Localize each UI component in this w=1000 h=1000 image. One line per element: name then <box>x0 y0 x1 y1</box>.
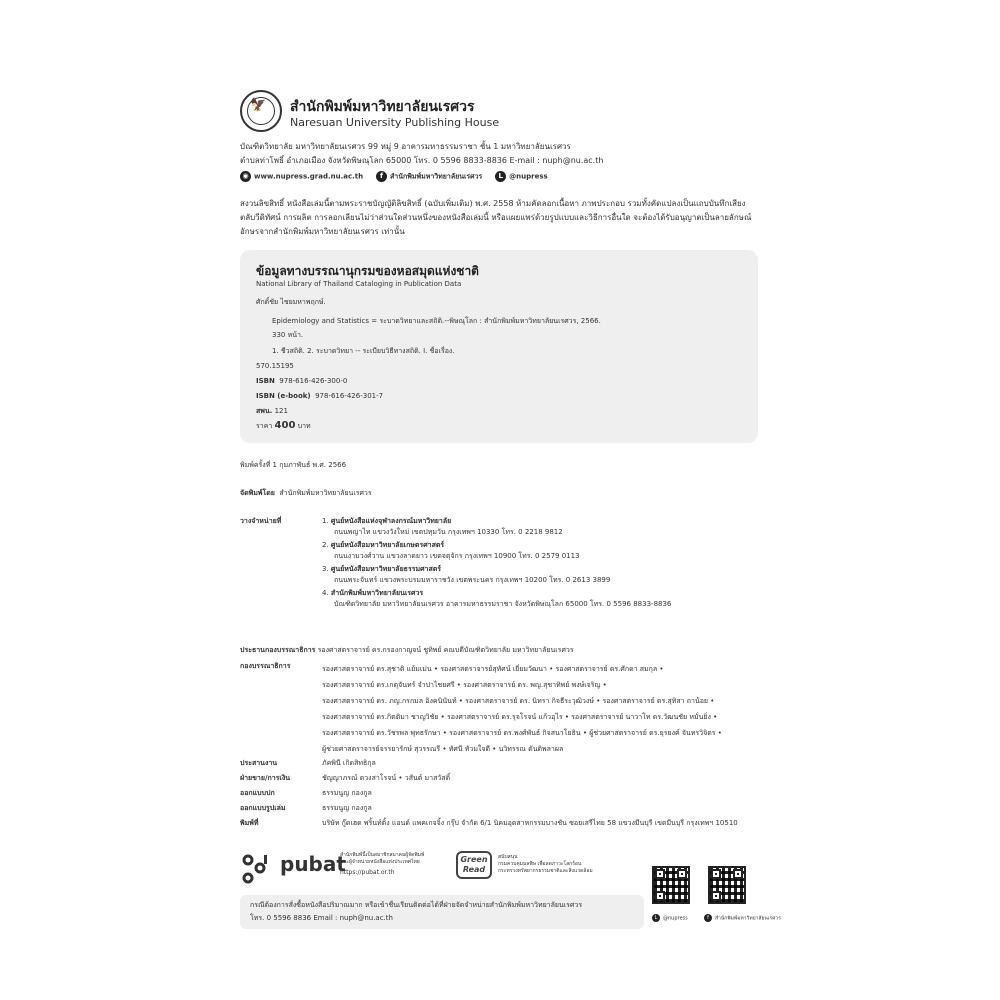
cip-isbn: ISBN 978-616-426-300-0 <box>256 377 348 385</box>
qr-code-line[interactable] <box>652 866 690 904</box>
copyright-line-3: อักษรจากสำนักพิมพ์มหาวิทยาลัยนเรศวร เท่านั้น <box>240 227 405 236</box>
coord-label: ประสานงาน <box>240 759 278 767</box>
qr-label-line: L @nupress <box>652 914 688 922</box>
sales-list <box>322 516 762 610</box>
green-read-logo: Green Read <box>456 851 492 879</box>
sales-item-address: ถนนพญาไท แขวงวังใหม่ เขตปทุมวัน กรุงเทพฯ 10330 โทร. 0 2218 9812 <box>334 528 563 536</box>
board-chair: ประธานกองบรรณาธิการ รองศาสตราจารย์ ดร.กรองกาญจน์ ชูทิพย์ คณบดีบัณฑิตวิทยาลัย มหาวิทยาลัยนเรศวร <box>240 646 574 654</box>
cip-pages: 330 หน้า. <box>272 331 304 339</box>
layout-label: ออกแบบรูปเล่ม <box>240 804 286 812</box>
cip-price: ราคา 400 บาท <box>256 420 311 431</box>
address-line-2: ตำบลท่าโพธิ์ อำเภอเมือง จังหวัดพิษณุโลก 65000 โทร. 0 5596 8833-8836 E-mail : nuph@nu.ac.th <box>240 156 604 165</box>
printing-edition: พิมพ์ครั้งที่ 1 กุมภาพันธ์ พ.ศ. 2566 <box>240 461 347 469</box>
sales-item: 1. ศูนย์หนังสือแห่งจุฬาลงกรณ์มหาวิทยาลัย <box>322 517 452 525</box>
cip-classno: 570.15195 <box>256 362 294 370</box>
line-icon: L <box>495 171 506 182</box>
sales-item: 2. ศูนย์หนังสือมหาวิทยาลัยเกษตรศาสตร์ <box>322 541 445 549</box>
sales-item: 3. ศูนย์หนังสือมหาวิทยาลัยธรรมศาสตร์ <box>322 565 442 573</box>
board-members-label: กองบรรณาธิการ <box>240 662 291 670</box>
sales-label: วางจำหน่ายที่ <box>240 517 282 525</box>
cip-author: ศักดิ์ชัย ไชยมหาพฤกษ์. <box>256 298 326 306</box>
bulk-order-line-1: กรณีต้องการสั่งซื้อหนังสือปริมาณมาก หรือเข้าชื่นเรียนติดต่อได้ที่ฝ่ายจัดจำหน่ายสำนักพิมพ์มหาวิทยาลัยนเรศวร <box>250 901 583 909</box>
sales-staff-label: ฝ่ายขาย/การเงิน <box>240 774 291 782</box>
sales-staff-value: ชัญญาภรณ์ ดวงสาโรจน์ • วสันต์ มาสวัสดิ์ <box>322 774 451 782</box>
cip-entry: Epidemiology and Statistics = ระบาดวิทยาและสถิติ.--พิษณุโลก : สำนักพิมพ์มหาวิทยาลัยนเรศวร, 2566. <box>272 317 601 325</box>
coord-value: ภัคพินี เกิดสิทธิกุล <box>322 759 376 767</box>
distributor: จัดพิมพ์โดย สำนักพิมพ์มหาวิทยาลัยนเรศวร <box>240 489 372 497</box>
facebook-icon: f <box>704 914 712 922</box>
board-member-line: รองศาสตราจารย์ ดร.เกตุจันทร์ จำปาไชยศรี • รองศาสตราจารย์ ดร. พญ.สุชาทิพย์ พงษ์เจริญ • <box>322 681 607 689</box>
cip-subjects: 1. ชีวสถิติ. 2. ระบาดวิทยา -- ระเบียบวิธีทางสถิติ. I. ชื่อเรื่อง. <box>272 347 455 355</box>
board-members <box>322 661 722 757</box>
copyright-line-1: สงวนลิขสิทธิ์ หนังสือเล่มนี้ตามพระราชบัญญัติลิขสิทธิ์ (ฉบับเพิ่มเติม) พ.ศ. 2558 ห้ามคัดลอกเนื้อหา ภาพประกอบ รวมทั้งคัดแปลงเป็นแถบบันทึกเสียง <box>240 199 746 208</box>
globe-icon: ◉ <box>240 171 251 182</box>
facebook-link[interactable]: สำนักพิมพ์มหาวิทยาลัยนเรศวร <box>390 172 483 181</box>
website-link[interactable]: www.nupress.grad.nu.ac.th <box>254 172 364 181</box>
qr-label-facebook: f สำนักพิมพ์มหาวิทยาลัยนเรศวร <box>704 914 781 923</box>
pubat-wordmark: pubat <box>280 852 346 876</box>
line-icon: L <box>652 914 660 922</box>
sales-item: 4. สำนักพิมพ์มหาวิทยาลัยนเรศวร <box>322 589 424 597</box>
printer-label: พิมพ์ที่ <box>240 819 259 827</box>
cip-title-th: ข้อมูลทางบรรณานุกรมของหอสมุดแห่งชาติ <box>256 264 479 278</box>
board-member-line: รองศาสตราจารย์ ดร.วัชรพล พุทธรักษา • รองศาสตราจารย์ ดร.พงศ์พันธ์ กิจสนาโยธิน • ผู้ช่วยศาสตราจารย์ ดร.ยุรยงค์ จันทรวิจิตร • <box>322 729 722 737</box>
pubat-mark-icon <box>240 852 276 886</box>
sales-item-address: บัณฑิตวิทยาลัย มหาวิทยาลัยนเรศวร อาคารมหาธรรมราชา จังหวัดพิษณุโลก 65000 โทร. 0 5596 8833-8836 <box>334 600 672 608</box>
qr-code-facebook[interactable] <box>708 866 746 904</box>
green-read-text: สนับสนุน กรมควบคุมมลพิษ เพื่อลดภาวะโลกร้อน กระทรวงทรัพยากรธรรมชาติและสิ่งแวดล้อม <box>498 854 593 874</box>
board-member-line: รองศาสตราจารย์ ดร. ภญ.กรกมล อิงคนินันท์ • รองศาสตราจารย์ ดร. นิทรา กิจธีระวุฒิวงษ์ • รองศาสตราจารย์ ดร.สุทิสา ถาน้อย • <box>322 697 715 705</box>
pubat-url[interactable]: https://pubat.or.th <box>340 869 395 876</box>
facebook-icon: f <box>376 171 387 182</box>
copyright-line-2: ตลับวีดิทัศน์ การผลิต การลอกเลียนไม่ว่าส่วนใดส่วนหนึ่งของหนังสือเล่มนี้ หรือแผยแพร่ด้วยรูปแบบและวิธีการอื่นใด จะต้องได้รับอนุญาตเป็นลายลักษณ์ <box>240 213 752 222</box>
social-row <box>240 171 548 183</box>
publisher-name-en: Naresuan University Publishing House <box>290 116 500 129</box>
address-line-1: บัณฑิตวิทยาลัย มหาวิทยาลัยนเรศวร 99 หมู่ 9 อาคารมหาธรรมราชา ชั้น 1 มหาวิทยาลัยนเรศวร <box>240 142 571 151</box>
cip-snp: สพน. 121 <box>256 407 288 415</box>
publisher-seal-logo: 🦅 <box>240 90 282 132</box>
board-member-line: รองศาสตราจารย์ ดร.กิตติมา ชาญวิชัย • รองศาสตราจารย์ ดร.รุจโรจน์ แก้วอุไร • รองศาสตราจารย์ นาวาโท ดร.วัฒนชัย หมั่นยิ่ง • <box>322 713 718 721</box>
pubat-logo <box>240 852 276 890</box>
line-link[interactable]: @nupress <box>509 172 548 181</box>
publisher-name-th: สำนักพิมพ์มหาวิทยาลัยนเรศวร <box>290 99 475 115</box>
bulk-order-line-2: โทร. 0 5596 8836 Email : nuph@nu.ac.th <box>250 914 393 922</box>
cover-label: ออกแบบปก <box>240 789 275 797</box>
cip-title-en: National Library of Thailand Cataloging in Publication Data <box>256 280 462 288</box>
cip-isbn-ebook: ISBN (e-book) 978-616-426-301-7 <box>256 392 384 400</box>
board-member-line: รองศาสตราจารย์ ดร.สุชาติ แย้มเม่น • รองศาสตราจารย์สุทัศน์ เยี่ยมวัฒนา • รองศาสตราจารย์ ดร.ศักดา สมกุล • <box>322 665 664 673</box>
sales-item-address: ถนนงามวงศ์วาน แขวงลาดยาว เขตจตุจักร กรุงเทพฯ 10900 โทร. 0 2579 0113 <box>334 552 580 560</box>
cover-value: ธรรมนูญ กองกูล <box>322 789 372 797</box>
sales-item-address: ถนนพระจันทร์ แขวงพระบรมมหาราชวัง เขตพระนคร กรุงเทพฯ 10200 โทร. 0 2613 3899 <box>334 576 611 584</box>
board-member-line: ผู้ช่วยศาสตราจารย์จรรยารักษ์ สุวรรณรี • ทัศนี ทัวมใจดี • นวิทรรณ ดันติพลาผล <box>322 745 564 753</box>
printer-value: บริษัท กู๊ดเฮด พริ้นท์ติ้ง แอนด์ แพคเกจจิ้ง กรุ๊ป จำกัด 6/1 นิคมอุตสาหกรรมบางชัน ซอยเสรีไทย 58 แขวงมีนบุรี เขตมีนบุรี กรุงเทพฯ 10510 <box>322 819 738 827</box>
pubat-text: สำนักพิมพ์นี้เป็นสมาชิกสมาคมผู้จัดพิมพ์ และผู้จำหน่ายหนังสือแห่งประเทศไทย https://pubat.or.th <box>340 852 425 876</box>
layout-value: ธรรมนูญ กองกูล <box>322 804 372 812</box>
